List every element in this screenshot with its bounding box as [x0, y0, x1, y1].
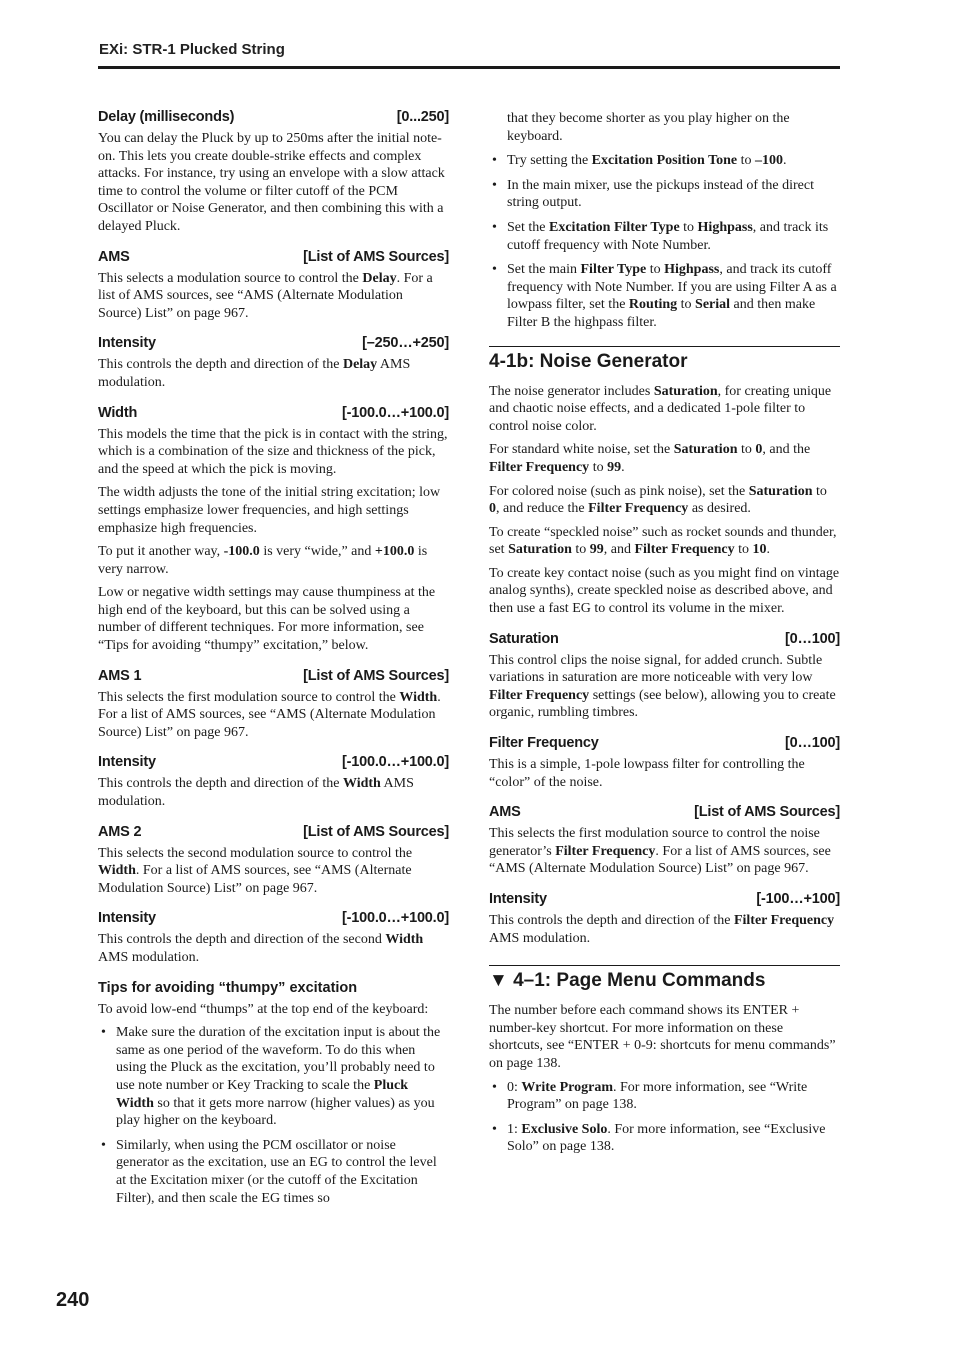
param-ams: [489, 803, 840, 821]
paragraph: To create key contact noise (such as you might find on vintage analog synths), create speckled noise as described above, and then use a fast EG to control its volume in the mixer.: [489, 565, 840, 617]
tips-list-continued: [489, 110, 840, 332]
param-ams-1: [98, 667, 449, 685]
section-heading-noise-generator: 4-1b: Noise Generator: [489, 346, 840, 373]
param-label: AMS: [489, 804, 521, 821]
param-range: [–250…+250]: [362, 335, 449, 352]
param-range: [-100…+100]: [756, 891, 840, 907]
list-item: • Set the main Filter Type to Highpass, and track its cutoff frequency with Note Number. If you are using Filter A as a lowpass filter, set the Routing to Serial and then make Filter B the highpass filter.: [489, 261, 840, 331]
param-label: Intensity: [98, 910, 156, 927]
page-number: 240: [56, 1289, 90, 1311]
paragraph: This selects the first modulation source to control the Width. For a list of AMS sources, see “AMS (Alternate Modulation Source) List” on page 967.: [98, 689, 441, 740]
param-range: [-100.0…+100.0]: [341, 754, 449, 771]
running-header: EXi: STR-1 Plucked String: [99, 41, 285, 58]
list-item: • Make sure the duration of the excitation input is about the same as one period of the waveform. To do this when using the Pluck as the excitation, you’ll probably need to use note number or Key Tracking to scale the Pluck Width so that it gets more narrow (higher values) as you play higher on the keyboard.: [98, 1024, 449, 1130]
param-label: Intensity: [98, 754, 156, 771]
section-heading-page-menu-commands: ▼ 4–1: Page Menu Commands: [489, 965, 840, 992]
param-range: [List of AMS Sources]: [303, 248, 449, 265]
list-item: • In the main mixer, use the pickups instead of the direct string output.: [489, 177, 840, 212]
param-saturation: [489, 630, 840, 648]
paragraph: This selects the second modulation source to control the Width. For a list of AMS sources, see “AMS (Alternate Modulation Source) List” on page 967.: [98, 845, 413, 896]
param-label: AMS: [98, 248, 130, 265]
left-column: [98, 108, 449, 1214]
param-range: [List of AMS Sources]: [303, 823, 449, 840]
param-filter-frequency: [489, 734, 840, 752]
paragraph: This models the time that the pick is in contact with the string, which is a combination of the size and thickness of the pick, and the speed at which the pick is moving.: [98, 426, 448, 477]
param-range: [0…100]: [784, 630, 840, 647]
list-item: • Try setting the Excitation Position Tone to –100.: [489, 152, 840, 170]
param-ams: [98, 248, 449, 266]
param-width: [98, 404, 449, 422]
param-label: AMS 2: [98, 823, 142, 840]
paragraph: You can delay the Pluck by up to 250ms after the initial note-on. This lets you create double-strike effects and complex attacks. For instance, try using an envelope with a slow attack time to control the volume or filter cutoff of the PCM Oscillator or Noise Generator, and then combining this with a delayed Pluck.: [98, 131, 445, 234]
param-intensity: [489, 890, 840, 908]
paragraph: This selects a modulation source to control the Delay. For a list of AMS sources, see “AMS (Alternate Modulation Source) List” on page 967.: [98, 270, 433, 321]
param-label: AMS 1: [98, 667, 142, 684]
paragraph: The width adjusts the tone of the initial string excitation; low settings emphasize lower frequencies, and high settings emphasize high frequencies.: [98, 485, 441, 536]
paragraph: For standard white noise, set the Saturation to 0, and the Filter Frequency to 99.: [489, 442, 811, 475]
paragraph: This controls the depth and direction of the Filter Frequency AMS modulation.: [489, 913, 835, 946]
right-column: [489, 110, 840, 1163]
param-range: [0…100]: [784, 735, 840, 752]
list-item: • Similarly, when using the PCM oscillator or noise generator as the excitation, use an EG to control the level at the Excitation mixer (or the cutoff of the Excitation Filter), and then scale the EG times so: [98, 1137, 449, 1207]
list-item: • 0: Write Program. For more information, see “Write Program” on page 138.: [489, 1079, 840, 1114]
paragraph: To create “speckled noise” such as rocket sounds and thunder, set Saturation to 99, and Filter Frequency to 10.: [489, 524, 837, 558]
param-label: Intensity: [98, 335, 156, 352]
menu-commands-list: [489, 1079, 840, 1156]
paragraph: This controls the depth and direction of the Delay AMS modulation.: [98, 357, 411, 390]
paragraph: For colored noise (such as pink noise), set the Saturation to 0, and reduce the Filter Frequency as desired.: [489, 483, 827, 517]
param-intensity: [98, 909, 449, 927]
paragraph: This selects the first modulation source to control the noise generator’s Filter Frequency. For a list of AMS sources, see “AMS (Alternate Modulation Source) List” on page 967.: [489, 826, 831, 877]
paragraph: This is a simple, 1-pole lowpass filter for controlling the “color” of the noise.: [489, 757, 805, 790]
paragraph: Low or negative width settings may cause thumpiness at the high end of the keyboard, but this can be solved using a number of different techniques. For more information, see “Tips for avoiding “thumpy” excitation,” below.: [98, 585, 436, 654]
tips-heading: Tips for avoiding “thumpy” excitation: [98, 979, 358, 996]
param-range: [0...250]: [396, 109, 449, 125]
param-range: [-100.0…+100.0]: [341, 404, 449, 421]
tips-list: [98, 1024, 449, 1207]
param-range: [List of AMS Sources]: [694, 804, 840, 821]
param-label: Width: [98, 404, 138, 421]
header-rule: [98, 66, 840, 69]
param-ams-2: [98, 823, 449, 841]
list-item: • Set the Excitation Filter Type to Highpass, and track its cutoff frequency with Note Number.: [489, 219, 840, 254]
paragraph: To put it another way, -100.0 is very “wide,” and +100.0 is very narrow.: [98, 544, 428, 577]
paragraph: This controls the depth and direction of the Width AMS modulation.: [98, 776, 414, 810]
param-label: Intensity: [489, 891, 547, 907]
param-label: Delay (milliseconds): [98, 109, 235, 125]
param-range: [List of AMS Sources]: [303, 667, 449, 684]
param-label: Saturation: [489, 630, 559, 647]
list-item: • 1: Exclusive Solo. For more information, see “Exclusive Solo” on page 138.: [489, 1121, 840, 1156]
paragraph: This controls the depth and direction of the second Width AMS modulation.: [98, 932, 424, 965]
param-intensity: [98, 753, 449, 771]
paragraph: The noise generator includes Saturation, for creating unique and chaotic noise effects, and a dedicated 1-pole filter to control noise color.: [489, 383, 832, 434]
list-item: that they become shorter as you play higher on the keyboard.: [507, 111, 790, 144]
paragraph: To avoid low-end “thumps” at the top end of the keyboard:: [98, 1001, 429, 1017]
param-delay: [98, 108, 449, 126]
paragraph: The number before each command shows its ENTER + number-key shortcut. For more information on these shortcuts, see “ENTER + 0-9: shortcuts for menu commands” on page 138.: [489, 1003, 836, 1071]
param-label: Filter Frequency: [489, 735, 599, 752]
param-range: [-100.0…+100.0]: [341, 910, 449, 927]
param-intensity: [98, 334, 449, 352]
paragraph: This control clips the noise signal, for added crunch. Subtle variations in saturation are more noticeable with very low Filter Frequency settings (see below), allowing you to create organic, rumbling timbres.: [489, 652, 836, 721]
